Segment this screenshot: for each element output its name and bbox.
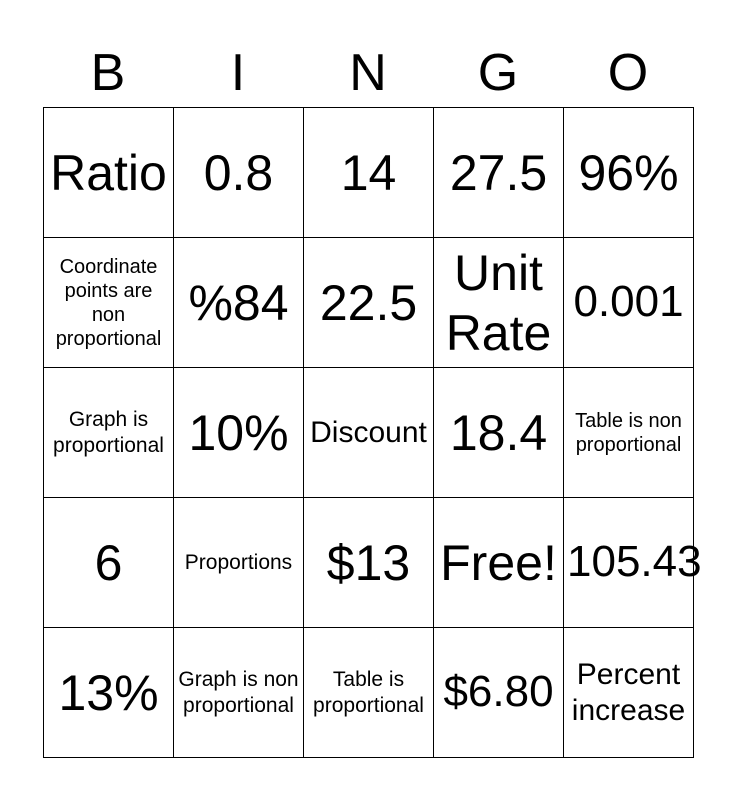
bingo-cell[interactable]: 27.5 xyxy=(434,108,564,238)
board-row xyxy=(44,238,694,368)
bingo-cell[interactable]: Percent increase xyxy=(564,628,694,758)
bingo-cell[interactable]: Unit Rate xyxy=(434,238,564,368)
bingo-cell[interactable]: Ratio xyxy=(44,108,174,238)
board-row xyxy=(44,108,694,238)
bingo-header xyxy=(43,40,693,106)
board-row xyxy=(44,498,694,628)
board-row xyxy=(44,368,694,498)
bingo-cell[interactable]: 105.43 xyxy=(564,498,694,628)
bingo-cell[interactable]: 13% xyxy=(44,628,174,758)
bingo-cell[interactable]: 22.5 xyxy=(304,238,434,368)
bingo-cell[interactable]: Table is non proportional xyxy=(564,368,694,498)
bingo-cell[interactable]: %84 xyxy=(174,238,304,368)
header-letter-i: I xyxy=(230,44,246,102)
header-letter-b: B xyxy=(90,44,126,102)
bingo-cell[interactable]: 10% xyxy=(174,368,304,498)
header-letter-o: O xyxy=(607,44,649,102)
bingo-board xyxy=(43,107,702,758)
header-letter-g: G xyxy=(477,44,519,102)
board-row xyxy=(44,628,694,758)
bingo-cell[interactable]: 6 xyxy=(44,498,174,628)
bingo-cell[interactable]: 96% xyxy=(564,108,694,238)
bingo-cell[interactable]: 0.8 xyxy=(174,108,304,238)
bingo-cell[interactable]: $13 xyxy=(304,498,434,628)
header-letter-n: N xyxy=(349,44,387,102)
bingo-cell[interactable]: Discount xyxy=(304,368,434,498)
bingo-cell[interactable]: Graph is proportional xyxy=(44,368,174,498)
bingo-cell[interactable]: 14 xyxy=(304,108,434,238)
bingo-cell[interactable]: Coordinate points are non proportional xyxy=(44,238,174,368)
bingo-cell[interactable]: 0.001 xyxy=(564,238,694,368)
bingo-cell[interactable]: Free! xyxy=(434,498,564,628)
bingo-cell[interactable]: $6.80 xyxy=(434,628,564,758)
bingo-cell[interactable]: Proportions xyxy=(174,498,304,628)
bingo-cell[interactable]: Table is proportional xyxy=(304,628,434,758)
bingo-cell[interactable]: 18.4 xyxy=(434,368,564,498)
bingo-cell[interactable]: Graph is non proportional xyxy=(174,628,304,758)
